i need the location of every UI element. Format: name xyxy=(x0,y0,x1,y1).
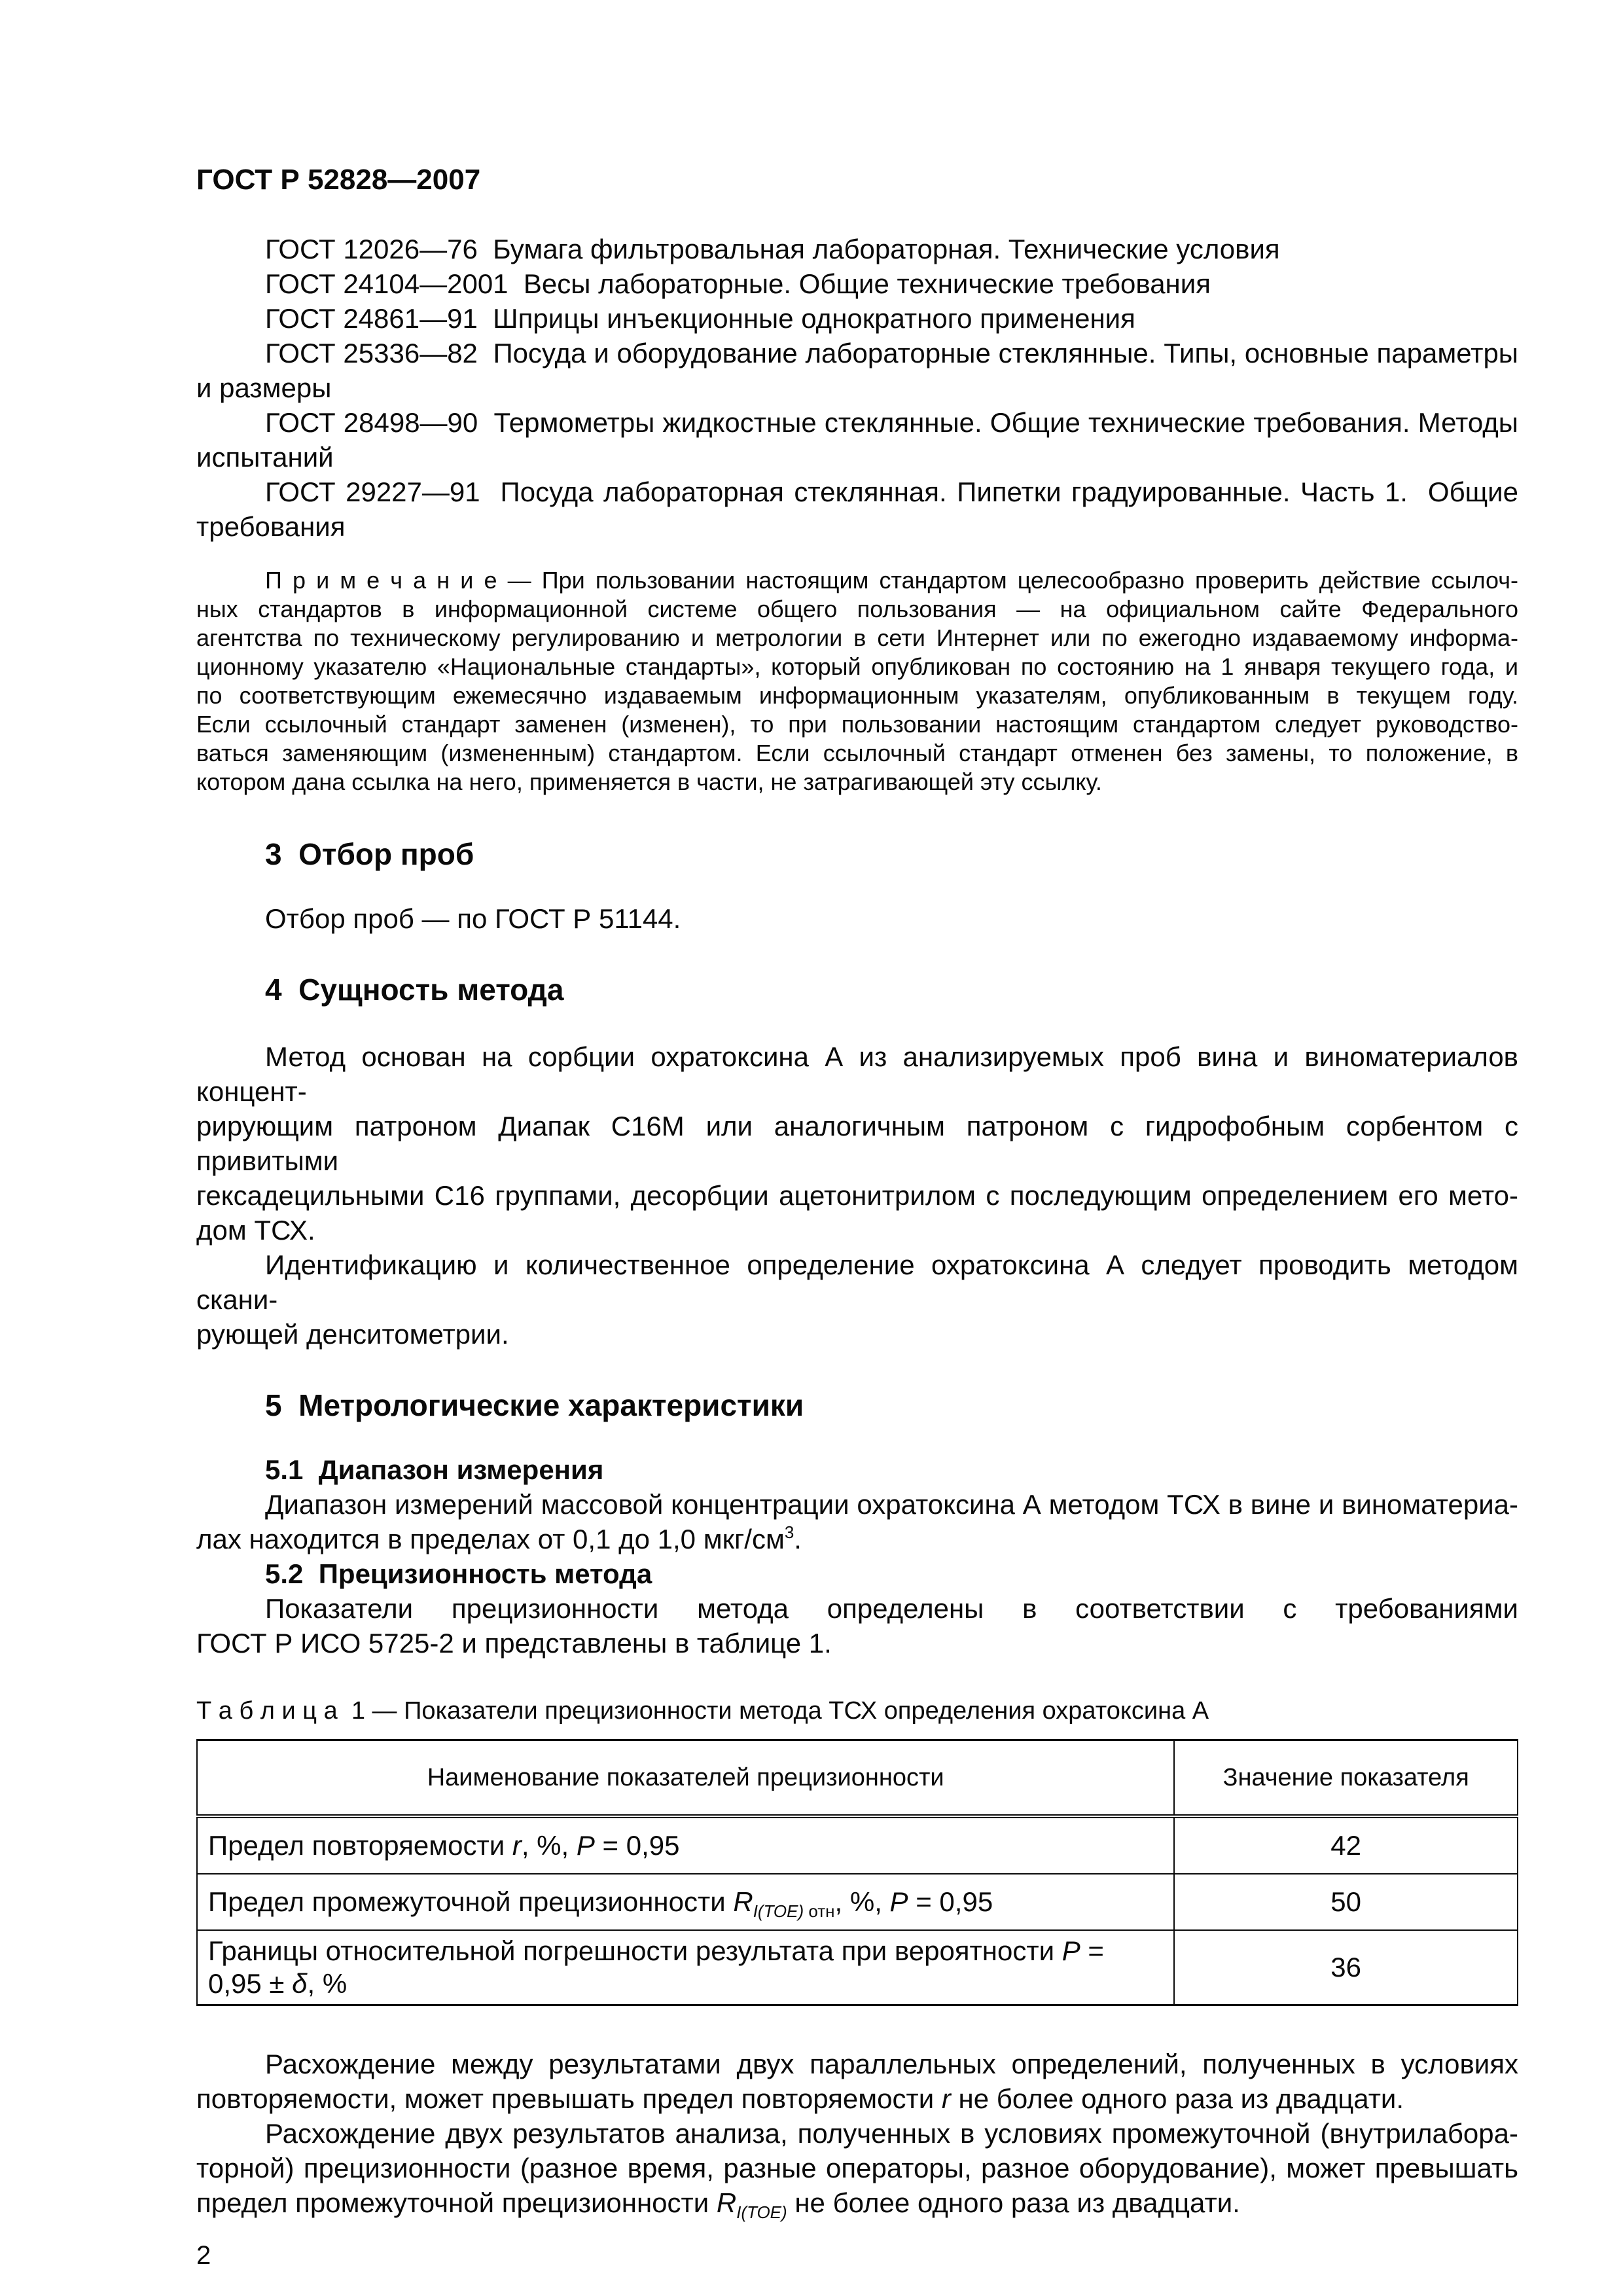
text-line: повторяемости, может превышать предел повторяемости r не более одного раза из двадцати. xyxy=(196,2083,1404,2114)
reference-item xyxy=(196,232,1518,266)
table-1-caption: Т а б л и ц а 1 — Показатели прецизионности метода ТСХ определения охратоксина А xyxy=(196,1697,1209,1725)
text-line: Метод основан на сорбции охратоксина А из анализируемых проб вина и виноматериалов концент- xyxy=(196,1041,1518,1107)
section-5-1-paragraph xyxy=(196,1487,1518,1556)
section-5-1-heading: 5.1 Диапазон измерения xyxy=(265,1454,604,1485)
section-3-heading: 3 Отбор проб xyxy=(265,837,474,871)
text-line: Отбор проб — по ГОСТ Р 51144. xyxy=(265,903,681,934)
closing-paragraph xyxy=(196,2047,1518,2116)
text-line: Расхождение двух результатов анализа, полученных в условиях промежуточной (внутрилабора- xyxy=(265,2118,1518,2149)
text-line: ваться заменяющим (измененным) стандартом. Если ссылочный стандарт отменен без замены, то положение, в xyxy=(196,740,1518,766)
text-line: П р и м е ч а н и е — При пользовании настоящим стандартом целесообразно проверить действие ссылоч- xyxy=(265,567,1518,594)
table-row xyxy=(197,1930,1518,2005)
text-line: Расхождение между результатами двух параллельных определений, полученных в условиях xyxy=(265,2049,1518,2079)
text-line: рирующим патроном Диапак С16М или аналогичным патроном с гидрофобным сорбентом с привитыми xyxy=(196,1111,1518,1176)
closing-section xyxy=(196,2047,1518,2220)
references-section xyxy=(196,232,1518,544)
section-4-heading: 4 Сущность метода xyxy=(265,973,564,1007)
text-line: ГОСТ Р ИСО 5725-2 и представлены в таблице 1. xyxy=(196,1628,832,1659)
text-line: Показатели прецизионности метода определены в соответствии с требованиями xyxy=(265,1593,1518,1624)
page-content xyxy=(196,0,1518,2271)
table-header-value: Значение показателя xyxy=(1174,1740,1518,1817)
text-line: дом ТСХ. xyxy=(196,1215,315,1246)
indicator-name-cell: Предел промежуточной прецизионности $R_{I(ТОЕ)}$ $_{отн}$, %, P = 0,95 xyxy=(197,1874,1174,1930)
reference-item xyxy=(196,475,1518,544)
text-line: ГОСТ 24861—91 Шприцы инъекционные однократного применения xyxy=(265,303,1135,334)
text-line: ГОСТ 12026—76 Бумага фильтровальная лабораторная. Технические условия xyxy=(265,234,1280,264)
text-line: торной) прецизионности (разное время, разные операторы, разное оборудование), может превышать xyxy=(196,2153,1518,2183)
table-header-name: Наименование показателей прецизионности xyxy=(197,1740,1174,1817)
table-row xyxy=(197,1874,1518,1930)
page-header: ГОСТ Р 52828—2007 xyxy=(196,164,481,196)
page-number: 2 xyxy=(196,2241,211,2270)
section-5-2-paragraph xyxy=(196,1591,1518,1660)
text-line: предел промежуточной прецизионности $R_{I(ТОЕ)}$ не более одного раза из двадцати. xyxy=(196,2187,1240,2222)
section-4-paragraph xyxy=(196,1247,1518,1352)
text-line: котором дана ссылка на него, применяется в части, не затрагивающей эту ссылку. xyxy=(196,768,1102,795)
reference-item xyxy=(196,301,1518,336)
text-line: и размеры xyxy=(196,372,332,403)
text-line: лах находится в пределах от 0,1 до 1,0 мкг/$см^3$. xyxy=(196,1522,802,1554)
text-line: ционному указателю «Национальные стандарты», который опубликован по состоянию на 1 января текущего года, и xyxy=(196,653,1518,680)
closing-paragraph xyxy=(196,2116,1518,2220)
text-line: ГОСТ 24104—2001 Весы лабораторные. Общие технические требования xyxy=(265,268,1211,299)
section-5-2-heading: 5.2 Прецизионность метода xyxy=(265,1558,652,1589)
section-3-body xyxy=(196,901,1518,936)
indicator-name-cell: Границы относительной погрешности результата при вероятности P = 0,95 ± δ, % xyxy=(197,1930,1174,2005)
reference-item xyxy=(196,336,1518,405)
text-line: Диапазон измерений массовой концентрации охратоксина А методом ТСХ в вине и виноматериа- xyxy=(265,1489,1518,1520)
text-line: ных стандартов в информационной системе общего пользования — на официальном сайте Федерального xyxy=(196,596,1518,622)
text-line: рующей денситометрии. xyxy=(196,1319,509,1350)
text-line: ГОСТ 28498—90 Термометры жидкостные стеклянные. Общие технические требования. Методы xyxy=(265,407,1518,438)
precision-table xyxy=(196,1739,1518,2006)
precision-table-body xyxy=(197,1816,1518,2005)
text-line: агентства по техническому регулированию и метрологии в сети Интернет или по ежегодно издаваемому информа- xyxy=(196,624,1518,651)
text-line: гексадецильными С16 группами, десорбции ацетонитрилом с последующим определением его мето- xyxy=(196,1180,1518,1211)
table-header-row xyxy=(197,1740,1518,1817)
indicator-value-cell: 36 xyxy=(1330,1952,1362,1982)
text-line: ГОСТ 25336—82 Посуда и оборудование лабораторные стеклянные. Типы, основные параметры xyxy=(265,338,1518,368)
note-paragraph xyxy=(196,566,1518,797)
text-line: по соответствующим ежемесячно издаваемым информационным указателям, опубликованным в текущем году. xyxy=(196,682,1518,709)
text-line: испытаний xyxy=(196,442,334,473)
text-line: Если ссылочный стандарт заменен (изменен), то при пользовании настоящим стандартом следует руководство- xyxy=(196,711,1518,738)
indicator-value-cell: 42 xyxy=(1174,1816,1518,1874)
text-line: ГОСТ 29227—91 Посуда лабораторная стеклянная. Пипетки градуированные. Часть 1. Общие xyxy=(265,476,1518,507)
text-line: Идентификацию и количественное определение охратоксина А следует проводить методом скани- xyxy=(196,1249,1518,1315)
indicator-value-cell: 50 xyxy=(1174,1874,1518,1930)
section-5-heading: 5 Метрологические характеристики xyxy=(265,1388,804,1422)
text-line: требования xyxy=(196,511,346,542)
reference-item xyxy=(196,405,1518,475)
reference-item xyxy=(196,266,1518,301)
section-4-paragraph xyxy=(196,1039,1518,1247)
indicator-name-cell: Предел повторяемости r, %, P = 0,95 xyxy=(197,1816,1174,1874)
table-row xyxy=(197,1816,1518,1874)
